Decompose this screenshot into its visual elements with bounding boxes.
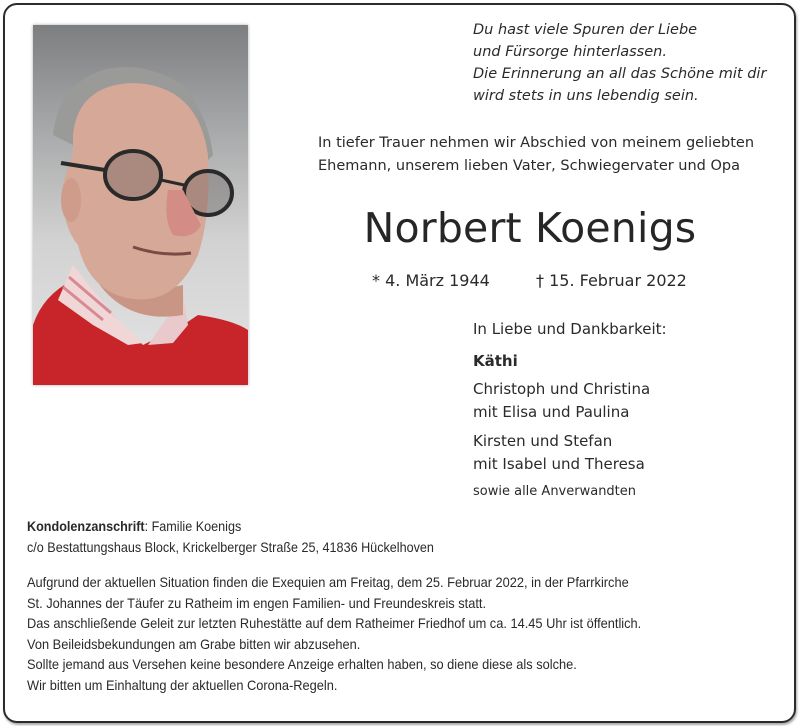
death-date: † 15. Februar 2022: [536, 271, 687, 290]
mourners-heading: In Liebe und Dankbarkeit:: [473, 320, 667, 338]
poem-line: Die Erinnerung an all das Schöne mit dir: [473, 66, 767, 82]
mourner-line: Kirsten und Stefan: [473, 432, 613, 450]
mourner-line: mit Isabel und Theresa: [473, 455, 645, 473]
poem: [473, 19, 766, 107]
funeral-notice: [27, 572, 641, 695]
poem-line: und Fürsorge hinterlassen.: [473, 44, 667, 60]
portrait-photo: [33, 25, 248, 385]
mourner-spouse: Käthi: [473, 352, 518, 370]
notice-line: Das anschließende Geleit zur letzten Ruhestätte auf dem Ratheimer Friedhof um ca. 14.45 Uhr ist öffentlich.: [27, 615, 642, 631]
mourners-list: [473, 350, 650, 502]
condolence-line: [27, 516, 434, 537]
intro-line: Ehemann, unserem lieben Vater, Schwiegervater und Opa: [318, 158, 741, 174]
deceased-name: Norbert Koenigs: [363, 204, 697, 252]
mourner-line: mit Elisa und Paulina: [473, 403, 630, 421]
portrait-image: [33, 25, 248, 385]
birth-date: * 4. März 1944: [372, 271, 490, 290]
notice-line: Von Beileidsbekundungen am Grabe bitten wir abzusehen.: [27, 635, 361, 652]
notice-line: St. Johannes der Täufer zu Ratheim im engen Familien- und Freundeskreis statt.: [27, 594, 487, 611]
mourner-group: [473, 378, 650, 424]
intro-text: [318, 132, 754, 178]
mourner-line: Christoph und Christina: [473, 380, 651, 398]
condolence-street: c/o Bestattungshaus Block, Krickelberger Straße 25, 41836 Hückelhoven: [27, 539, 434, 555]
poem-line: Du hast viele Spuren der Liebe: [473, 22, 698, 38]
notice-line: Sollte jemand aus Versehen keine besondere Anzeige erhalten haben, so diene diese als solche.: [27, 656, 577, 672]
notice-line: Aufgrund der aktuellen Situation finden die Exequien am Freitag, dem 25. Februar 2022, in der Pfarrkirche: [27, 574, 629, 590]
condolence-label: Kondolenzanschrift: [27, 518, 145, 534]
condolence-address: [27, 516, 434, 558]
notice-line: Wir bitten um Einhaltung der aktuellen Corona-Regeln.: [27, 676, 338, 693]
condolence-recipient: : Familie Koenigs: [144, 518, 242, 534]
mourner-group: [473, 430, 650, 476]
poem-line: wird stets in uns lebendig sein.: [473, 88, 699, 104]
intro-line: In tiefer Trauer nehmen wir Abschied von meinem geliebten: [318, 135, 755, 151]
mourner-others: sowie alle Anverwandten: [473, 484, 637, 499]
